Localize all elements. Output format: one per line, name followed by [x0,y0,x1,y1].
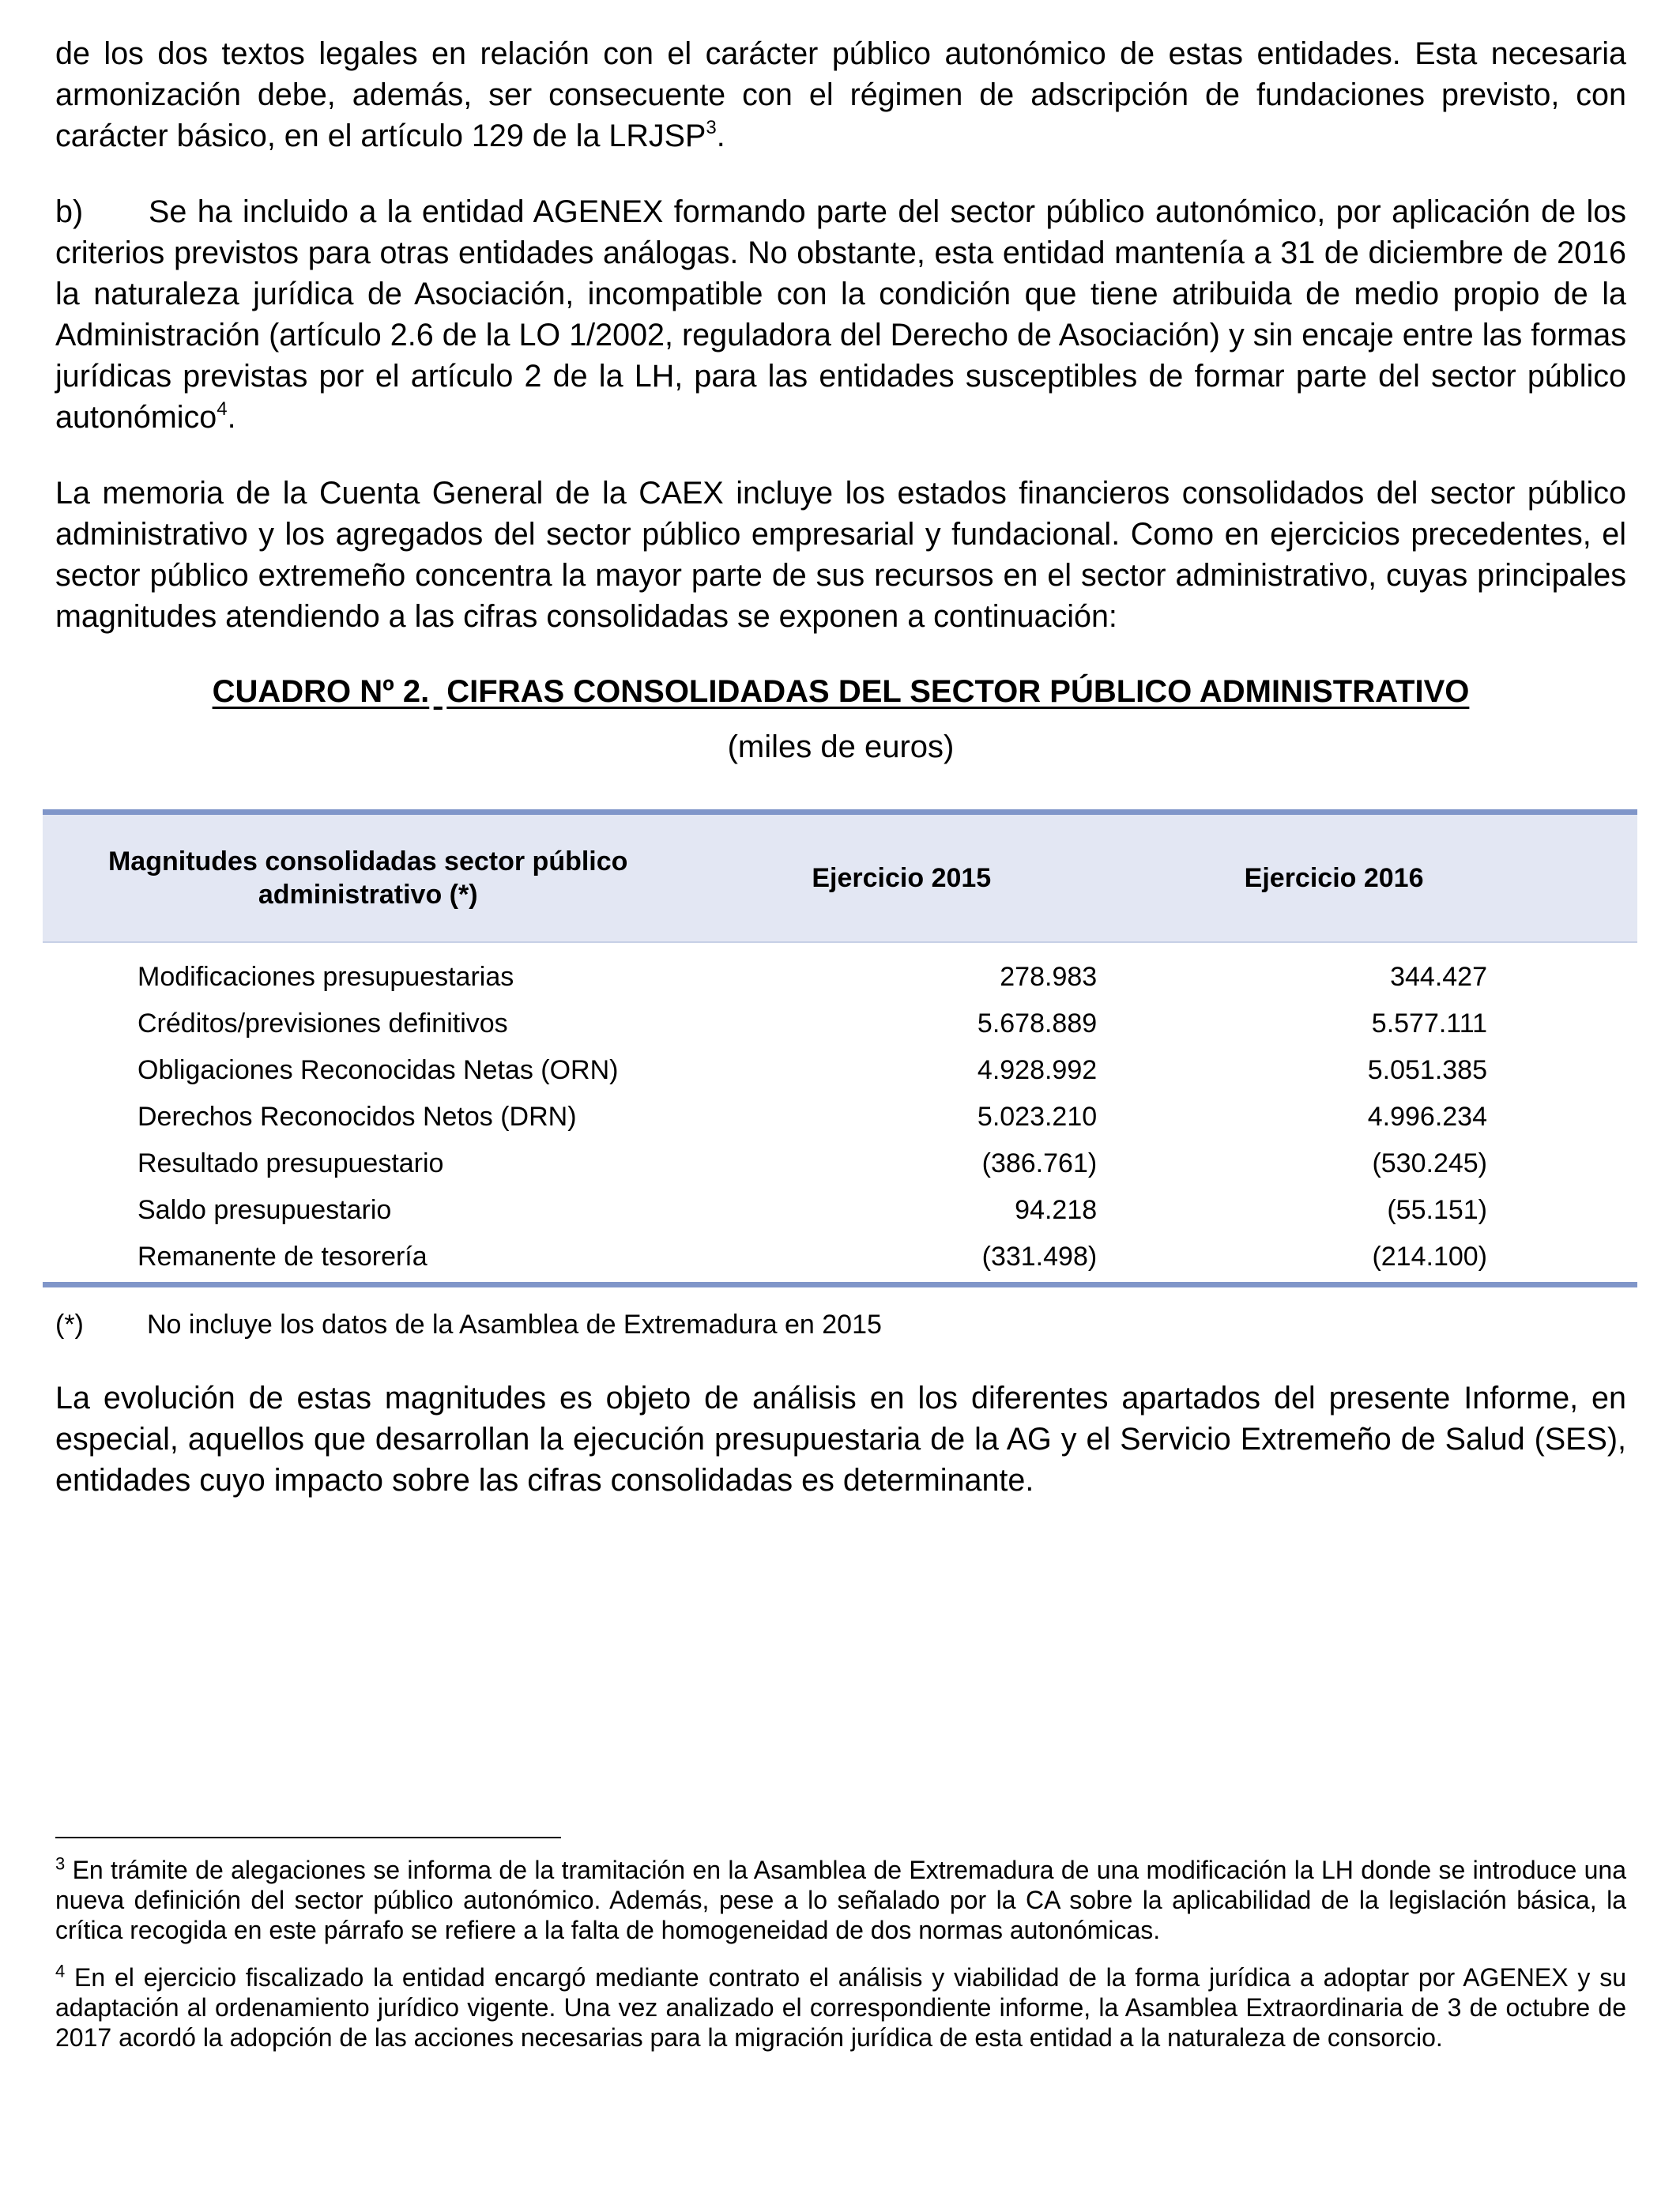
row-label: Remanente de tesorería [137,1242,428,1272]
table-title-text: CIFRAS CONSOLIDADAS DEL SECTOR PÚBLICO ADMINISTRATIVO [446,674,1470,709]
paragraph-3: La memoria de la Cuenta General de la CAEX incluye los estados financieros consolidados del sector público administrativo y los agregados del sector público empresarial y fundacional. Como en ejercicios precedentes, el sector público extremeño concentra la mayor parte de sus recursos en el sector administrativo, cuyas principales magnitudes atendiendo a las cifras consolidadas se exponen a continuación: [55,476,1626,634]
table-title-number: CUADRO Nº 2. [212,674,430,709]
header-magnitudes [43,812,693,943]
row-value-2016: 344.427 [1390,962,1487,992]
row-value-2016: (55.151) [1387,1195,1487,1225]
table-title [55,672,1626,711]
row-value-2015: 4.928.992 [977,1055,1098,1085]
table-note [55,1308,1626,1341]
header-ejercicio-2015: Ejercicio 2015 [693,812,1109,943]
paragraph-1-end: . [716,119,725,153]
header-magnitudes-line2: administrativo (*) [258,880,478,910]
header-magnitudes-line1: Magnitudes consolidadas sector público [107,846,628,876]
paragraph-2-end: . [227,400,236,435]
table-unit: (miles de euros) [727,729,955,764]
row-value-2015: 5.678.889 [977,1008,1098,1039]
footnote-number: 4 [55,1961,66,1981]
footnotes [55,1855,1626,2070]
row-label: Saldo presupuestario [137,1195,392,1225]
row-label: Resultado presupuestario [137,1148,444,1178]
table-row [43,1187,1637,1234]
row-value-2015: 94.218 [1015,1195,1098,1225]
footnote-3 [55,1855,1626,1945]
row-value-2015: 5.023.210 [977,1102,1098,1132]
table-note-text: No incluye los datos de la Asamblea de Extremadura en 2015 [147,1310,882,1340]
table-row [43,942,1637,1001]
row-value-2016: 5.577.111 [1371,1008,1487,1039]
row-value-2015: (386.761) [981,1148,1098,1178]
table-header-row [43,812,1637,943]
footnote-ref-4[interactable]: 4 [217,398,228,420]
table-row [43,1047,1637,1094]
footnote-text: En trámite de alegaciones se informa de la tramitación en la Asamblea de Extremadura de una modificación la LH donde se introduce una nueva definición del sector público autonómico. Además, pese a lo señalado por la CA sobre la aplicabilidad de la legislación básica, la crítica recogida en este párrafo se refiere a la falta de homogeneidad de dos normas autonómicas. [55,1856,1626,1944]
table-note-mark: (*) [55,1310,84,1340]
footnote-number: 3 [55,1853,66,1874]
table-row [43,1094,1637,1140]
row-label: Obligaciones Reconocidas Netas (ORN) [137,1055,619,1085]
row-label: Modificaciones presupuestarias [137,962,514,992]
table-title-gap [429,672,446,711]
row-value-2015: (331.498) [981,1242,1098,1272]
paragraph-1 [55,33,1626,156]
footnote-ref-3[interactable]: 3 [706,116,717,138]
footnote-4 [55,1962,1626,2053]
row-value-2016: 4.996.234 [1367,1102,1487,1132]
paragraph-2-text: Se ha incluido a la entidad AGENEX formando parte del sector público autonómico, por aplicación de los criterios previstos para otras entidades análogas. No obstante, esta entidad mantenía a 31 de diciembre de 2016 la naturaleza jurídica de Asociación, incompatible con la condición que tiene atribuida de medio propio de la Administración (artículo 2.6 de la LO 1/2002, reguladora del Derecho de Asociación) y sin encaje entre las formas jurídicas previstas por el artículo 2 de la LH, para las entidades susceptibles de formar parte del sector público autonómico [55,194,1626,435]
footnote-separator [55,1837,561,1838]
document-page [55,33,1626,1536]
paragraph-4: La evolución de estas magnitudes es objeto de análisis en los diferentes apartados del presente Informe, en especial, aquellos que desarrollan la ejecución presupuestaria de la AG y el Servicio Extremeño de Salud (SES), entidades cuyo impacto sobre las cifras consolidadas es determinante. [55,1381,1626,1498]
table-row [43,1140,1637,1187]
row-value-2015: 278.983 [1000,962,1098,992]
row-value-2016: 5.051.385 [1367,1055,1487,1085]
row-value-2016: (214.100) [1372,1242,1487,1272]
consolidated-figures-table [43,809,1637,1287]
row-label: Créditos/previsiones definitivos [137,1008,508,1039]
row-value-2016: (530.245) [1372,1148,1487,1178]
paragraph-2 [55,191,1626,438]
header-ejercicio-2016: Ejercicio 2016 [1109,812,1637,943]
list-label-b: b) [55,194,84,229]
table-row [43,1234,1637,1285]
row-label: Derechos Reconocidos Netos (DRN) [137,1102,577,1132]
footnote-text: En el ejercicio fiscalizado la entidad encargó mediante contrato el análisis y viabilidad de la forma jurídica a adoptar por AGENEX y su adaptación al ordenamiento jurídico vigente. Una vez analizado el correspondiente informe, la Asamblea Extraordinaria de 3 de octubre de 2017 acordó la adopción de las acciones necesarias para la migración jurídica de esta entidad a la naturaleza de consorcio. [55,1963,1626,2052]
paragraph-1-text: de los dos textos legales en relación con el carácter público autonómico de estas entidades. Esta necesaria armonización debe, además, ser consecuente con el régimen de adscripción de fundaciones previsto, con carácter básico, en el artículo 129 de la LRJSP [55,36,1626,153]
table-row [43,1001,1637,1047]
